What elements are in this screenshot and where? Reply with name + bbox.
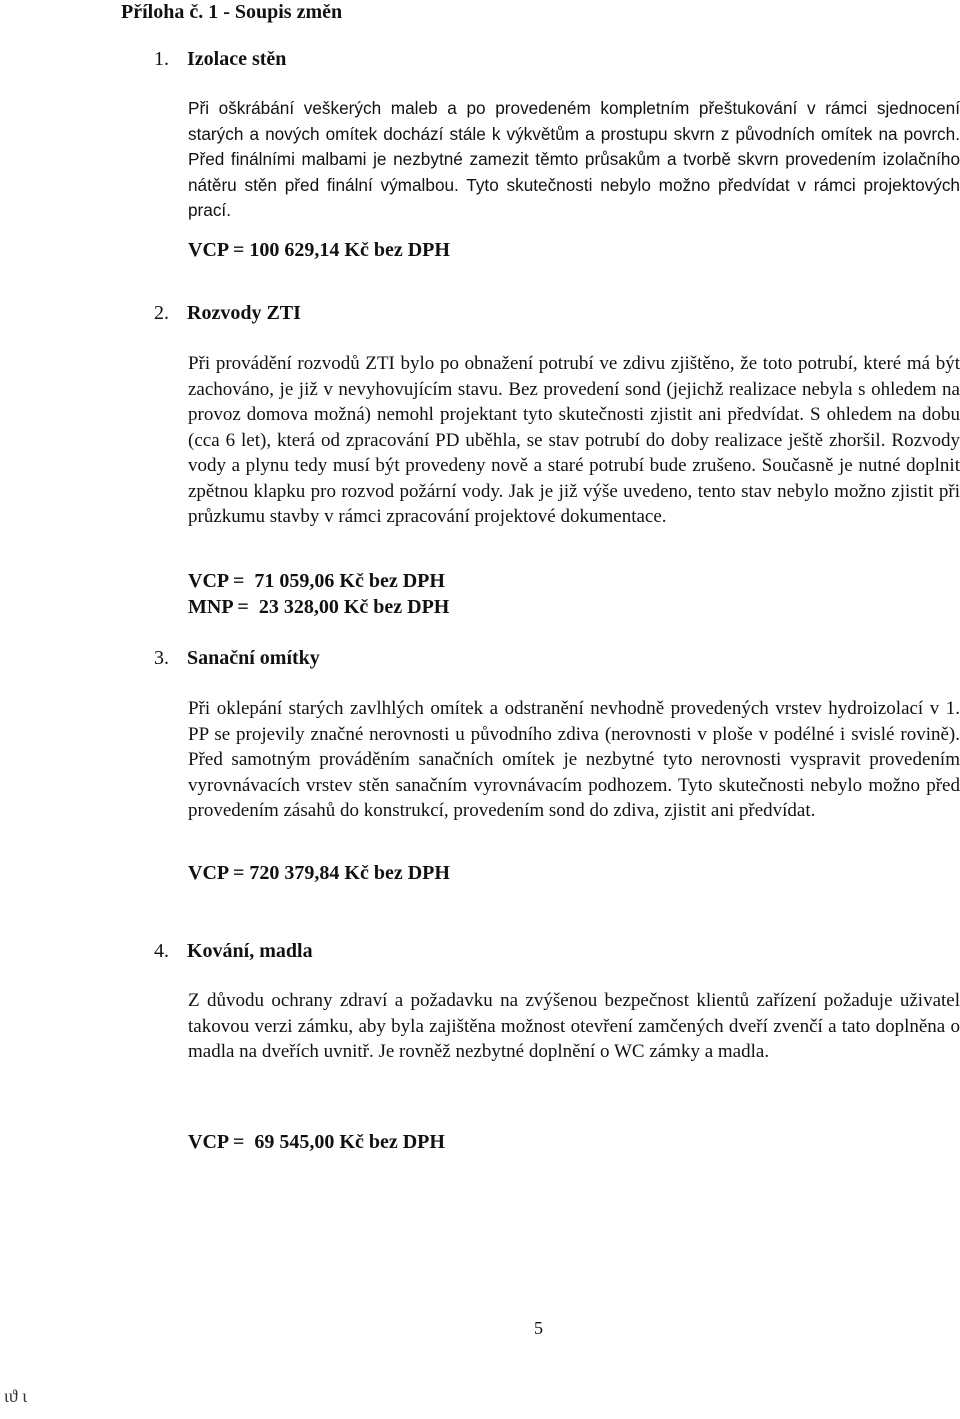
section-paragraph: Při oškrábání veškerých maleb a po provedeném kompletním přeštukování v rámci sjednocení starých a nových omítek dochází stále k výkvětům a prostupu skvrn z původních omítek na povrch. Před finálními malbami je nezbytné zamezit těmto průsakům a tvorbě skvrn provedením izolačního nátěru stěn před finální výmalbou. Tyto skutečnosti nebylo možno předvídat v rámci projektových prací.	[188, 98, 960, 220]
section-heading: Izolace stěn	[187, 48, 287, 70]
section-heading: Kování, madla	[187, 940, 313, 962]
corner-handwritten-mark: ιϑ ι	[4, 1386, 28, 1406]
section-paragraph: Z důvodu ochrany zdraví a požadavku na zvýšenou bezpečnost klientů zařízení požaduje uživatel takovou verzi zámku, aby byla zajištěna možnost otevření zamčených dveří zvenčí a tato doplněna o madla na dveřích uvnitř. Je rovněž nezbytné doplnění o WC zámky a madla.	[188, 990, 960, 1062]
section-cost-line: VCP = 71 059,06 Kč bez DPH	[188, 570, 445, 592]
section-number: 2.	[154, 302, 169, 324]
section-cost-line: VCP = 720 379,84 Kč bez DPH	[188, 862, 450, 884]
section-heading: Rozvody ZTI	[187, 302, 301, 324]
section-cost-line: VCP = 100 629,14 Kč bez DPH	[188, 239, 450, 261]
section-heading: Sanační omítky	[187, 647, 320, 669]
section-cost-line: VCP = 69 545,00 Kč bez DPH	[188, 1131, 445, 1153]
section-cost-line: MNP = 23 328,00 Kč bez DPH	[188, 596, 450, 618]
section-number: 1.	[154, 48, 169, 70]
document-title: Příloha č. 1 - Soupis změn	[121, 1, 343, 23]
page-number: 5	[534, 1318, 543, 1338]
section-paragraph: Při provádění rozvodů ZTI bylo po obnažení potrubí ve zdivu zjištěno, že toto potrubí, které má být zachováno, je již v nevyhovujícím stavu. Bez provedení sond (jejichž realizace nebyla s ohledem na provoz domova možná) nemohl projektant tyto skutečnosti zjistit ani předvídat. S ohledem na dobu (cca 6 let), která od zpracování PD uběhla, se stav potrubí do doby realizace ještě zhoršil. Rozvody vody a plynu tedy musí být provedeny nově a staré potrubí bude zrušeno. Současně je nutné doplnit zpětnou klapku pro rozvod požární vody. Jak je již výše uvedeno, tento stav nebylo možno zjistit při průzkumu stavby v rámci zpracování projektové dokumentace.	[188, 353, 960, 527]
section-paragraph: Při oklepání starých zavlhlých omítek a odstranění nevhodně provedených vrstev hydroizolací v 1. PP se projevily značné nerovnosti u původního zdiva (nerovnosti v ploše v podélné i svislé rovině). Před samotným prováděním sanačních omítek je nezbytné tyto nerovnosti vyspravit provedením vyrovnávacích vrstev stěn sanačním vyrovnávacím podhozem. Tyto skutečnosti nebylo možno před provedením zásahů do konstrukcí, provedením sond do zdiva, zjistit ani předvídat.	[188, 698, 960, 821]
section-number: 3.	[154, 647, 169, 669]
section-number: 4.	[154, 940, 169, 962]
